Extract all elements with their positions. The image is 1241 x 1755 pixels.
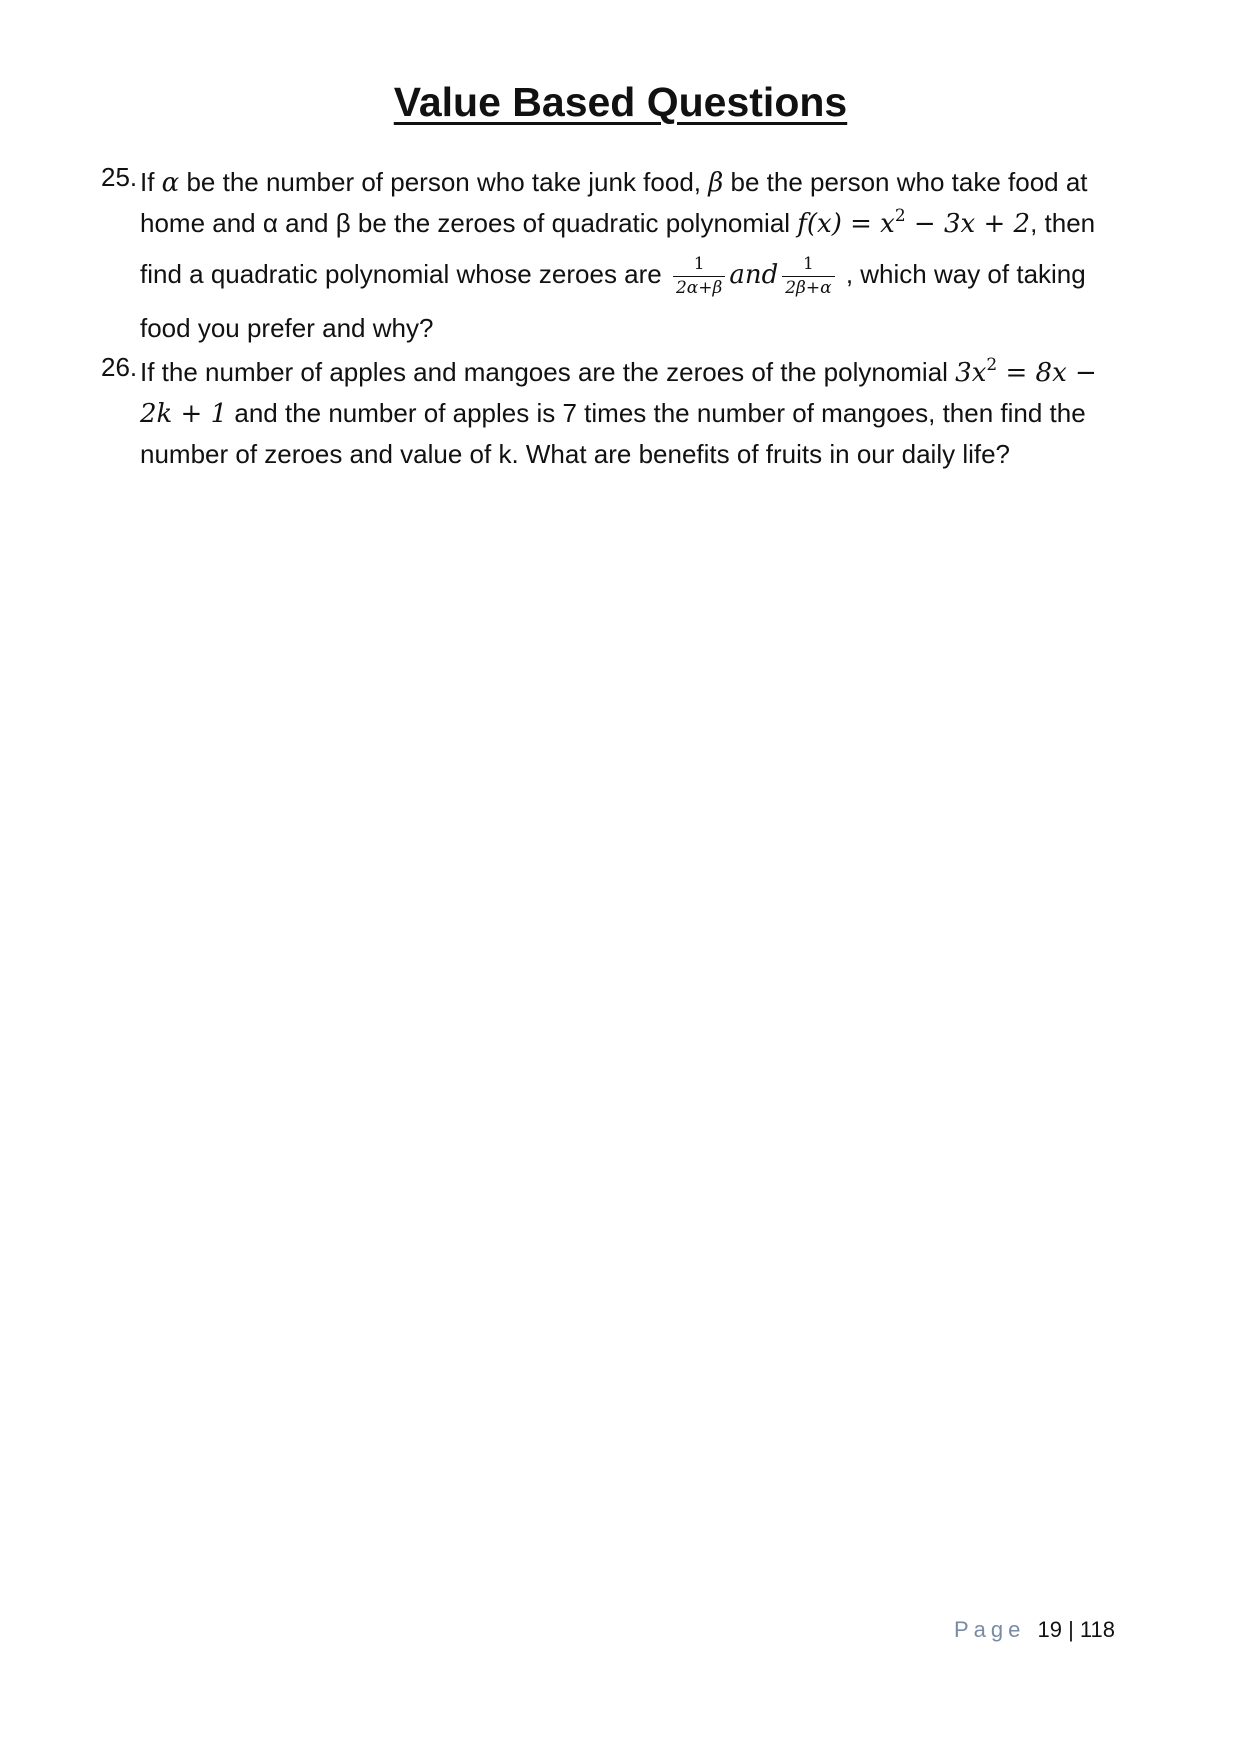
question-line: number of zeroes and value of k. What are benefits of fruits in our daily life? [140,439,1011,469]
polynomial-expression: $f(x) = x^2 - 3x + 2$ [797,206,1031,239]
question-number: 26. [101,352,138,382]
page-title: Value Based Questions [393,79,848,125]
question-line: If the number of apples and mangoes are the zeroes of the polynomial $3x^2 = 8x$ − [140,355,1097,388]
question-25 [101,162,1141,352]
page-label: Page [953,1617,1026,1642]
question-line: food you prefer and why? [140,313,434,343]
question-list [101,162,1141,475]
current-page-number: 19 [1037,1617,1062,1642]
question-line: If α be the number of person who take junk food, β be the person who take food at [140,167,1088,198]
polynomial-expression: $3x^2 = 8x$ − [955,355,1097,388]
fraction-first-zero: $\frac{1}{2\alpha+\beta}$ [673,256,725,297]
and-word: and [729,260,779,290]
question-line: home and α and β be the zeroes of quadratic polynomial $f(x) = x^2 - 3x + 2$, then [140,206,1096,239]
page-footer [954,1617,1115,1643]
alpha-symbol: α [161,168,180,198]
total-pages: 118 [1079,1617,1115,1642]
beta-symbol: β [708,168,724,198]
fraction-second-zero: $\frac{1}{2\beta+\alpha}$ [782,256,834,297]
question-line: find a quadratic polynomial whose zeroes are $\frac{1}{2\alpha+\beta}$ and $\frac{1}{2\beta+\alpha}$ , which way of taking [140,253,1086,298]
polynomial-expression: 2k + 1 [140,399,228,429]
question-number: 25. [101,162,138,192]
question-26 [101,352,1141,475]
page-separator: | [1068,1617,1074,1642]
question-line: 2k + 1 and the number of apples is 7 times the number of mangoes, then find the [140,398,1086,429]
